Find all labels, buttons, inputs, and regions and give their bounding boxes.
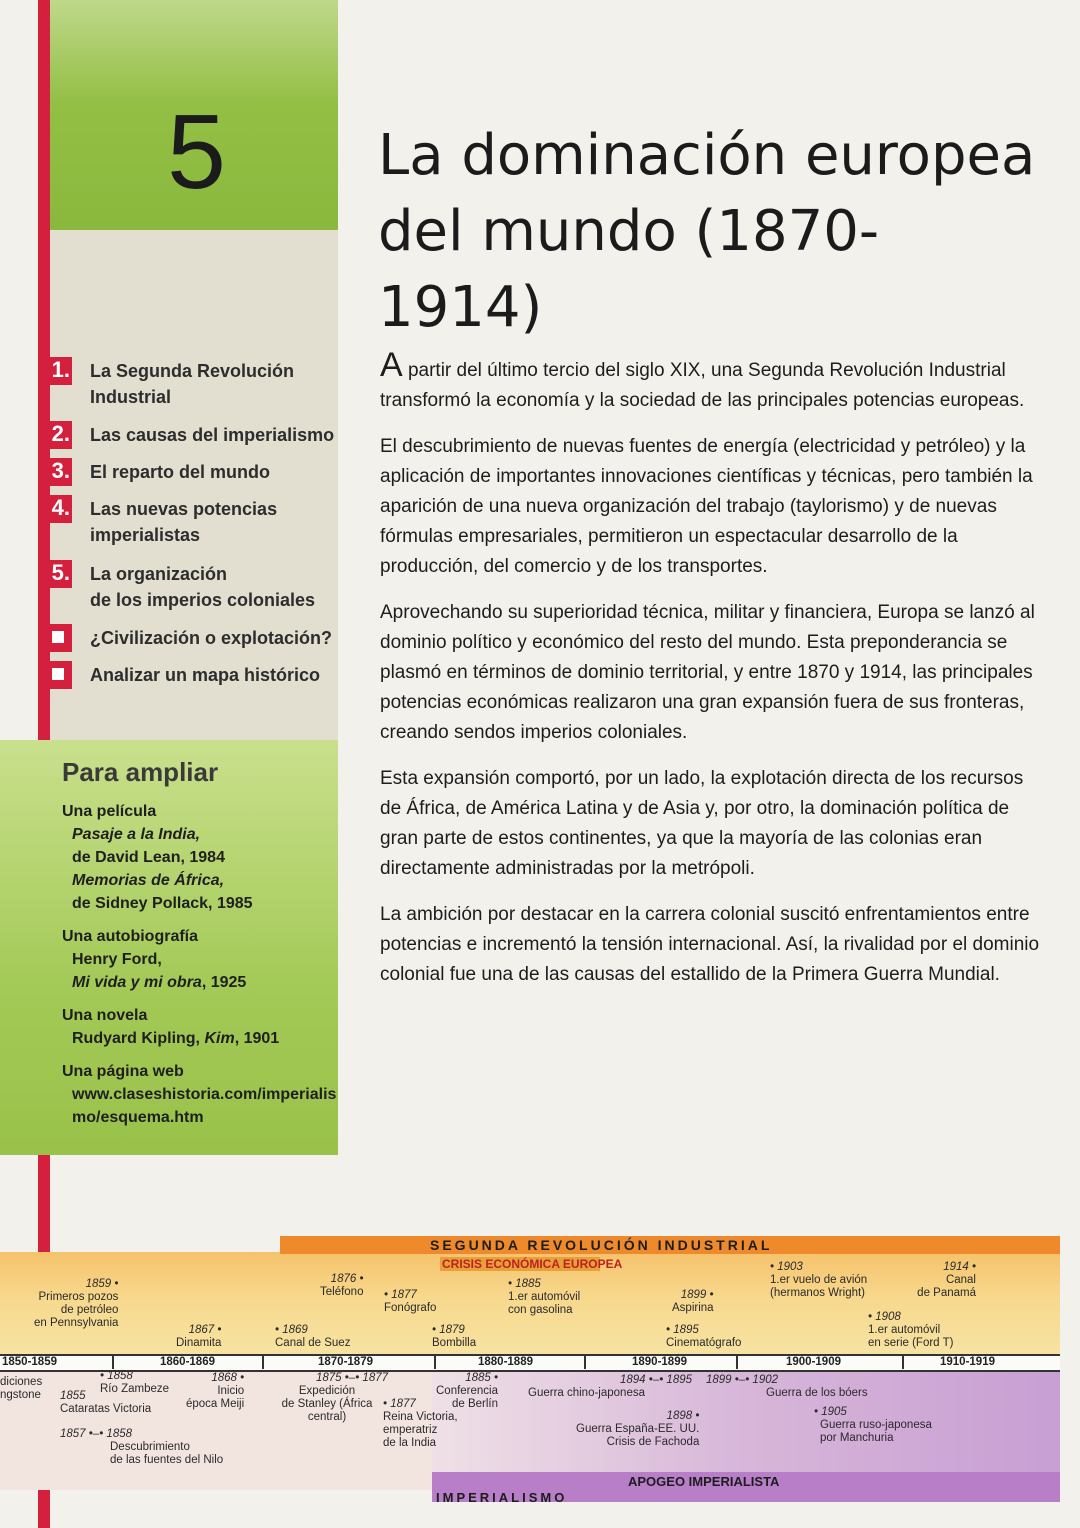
intro-text — [380, 346, 1040, 1006]
decade-label: 1890-1899 — [632, 1356, 687, 1368]
event-text: por Manchuria — [820, 1432, 894, 1444]
web-link-line-2: mo/esquema.htm — [72, 1109, 204, 1126]
web-heading: Una página web — [62, 1063, 184, 1080]
paragraph-1-text: partir del último tercio del siglo XIX, una Segunda Revolución Industrial transformó la economía y la sociedad de las principales potencias europeas. — [380, 360, 1025, 411]
event-year: • 1905 — [814, 1406, 847, 1418]
band-apogeo: APOGEO IMPERIALISTA — [628, 1474, 780, 1489]
event-text: Descubrimiento — [110, 1441, 190, 1453]
event-year: 1898 • — [666, 1410, 700, 1422]
event-year: • 1885 — [508, 1278, 541, 1290]
event-1868-meiji — [186, 1372, 244, 1411]
film-2-title: Memorias de África, — [72, 872, 225, 889]
autobiography-heading: Una autobiografía — [62, 928, 199, 945]
decade-label: 1860-1869 — [160, 1356, 215, 1368]
event-1905 — [814, 1406, 932, 1445]
event-text: emperatriz — [383, 1424, 438, 1436]
event-text: Teléfono — [320, 1286, 364, 1298]
event-text: Fonógrafo — [384, 1302, 437, 1314]
autobiography-author: Henry Ford, — [72, 951, 162, 968]
event-year: • 1903 — [770, 1261, 803, 1273]
event-text: de la India — [383, 1437, 437, 1449]
toc-number: 4. — [38, 495, 72, 523]
band-segunda-revolucion: SEGUNDA REVOLUCIÓN INDUSTRIAL — [430, 1237, 773, 1253]
toc-label-cont: imperialistas — [90, 525, 201, 545]
band-imperialismo: IMPERIALISMO — [436, 1490, 568, 1505]
event-year: • 1908 — [868, 1311, 901, 1323]
event-1879 — [432, 1324, 476, 1350]
event-1855 — [60, 1390, 151, 1416]
paragraph-2: El descubrimiento de nuevas fuentes de energía (electricidad y petróleo) y la aplicación de importantes innovaciones científicas y técnicas, pero también la aparición de una nueva organización del trabajo (taylorismo) y de nuevas fórmulas empresariales, permitieron un espectacular desarrollo de la producción, del comercio y de los transportes. — [380, 436, 1033, 577]
chapter-number-box — [50, 0, 338, 230]
novel-author: Rudyard Kipling, — [72, 1030, 205, 1047]
event-text: Primeros pozos — [38, 1291, 119, 1303]
event-1914 — [896, 1261, 976, 1300]
event-text: 1.er automóvil — [508, 1291, 581, 1303]
event-text: Reina Victoria, — [383, 1411, 458, 1423]
event-text: de Berlín — [451, 1398, 499, 1410]
autobiography-year: , 1925 — [201, 974, 247, 991]
event-text: Guerra chino-japonesa — [528, 1387, 645, 1399]
toc-label: Las nuevas potencias — [90, 499, 278, 519]
event-text: en Pennsylvania — [34, 1317, 119, 1329]
toc-number: 5. — [38, 560, 72, 588]
web-link[interactable] — [62, 1083, 337, 1129]
event-text: Crisis de Fachoda — [606, 1436, 700, 1448]
event-1894-chino-japonesa — [528, 1374, 692, 1400]
event-1908 — [868, 1311, 953, 1350]
autobiography-title — [62, 971, 332, 994]
decade-label: 1870-1879 — [318, 1356, 373, 1368]
event-text: con gasolina — [508, 1304, 573, 1316]
event-year: • 1877 — [383, 1398, 416, 1410]
event-text: de petróleo — [60, 1304, 119, 1316]
event-text: Canal de Suez — [275, 1337, 351, 1349]
event-year: 1857 •–• 1858 — [60, 1428, 133, 1440]
decade-tick — [902, 1355, 904, 1369]
event-text: de Stanley (África — [281, 1398, 373, 1410]
event-text: Bombilla — [432, 1337, 477, 1349]
event-1895 — [666, 1324, 741, 1350]
event-livingstone — [0, 1376, 42, 1402]
event-1869 — [275, 1324, 350, 1350]
event-text: en serie (Ford T) — [868, 1337, 954, 1349]
toc-number: 1. — [38, 357, 72, 385]
event-1899 — [672, 1289, 714, 1315]
film-1-title: Pasaje a la India, — [72, 826, 201, 843]
event-text: diciones — [0, 1376, 43, 1388]
event-year: 1867 • — [188, 1324, 222, 1336]
toc-label: ¿Civilización o explotación? — [90, 628, 333, 648]
event-year: • 1858 — [100, 1370, 133, 1382]
para-ampliar-title: Para ampliar — [62, 757, 219, 787]
decade-label: 1850-1859 — [2, 1356, 57, 1368]
event-text: ngstone — [0, 1389, 41, 1401]
paragraph-4: Esta expansión comportó, por un lado, la explotación directa de los recursos de África, de América Latina y de Asia y, por otro, la dominación política de gran parte de estos continentes, ya que la mayoría de las colonias eran directamente administradas por la metrópoli. — [380, 768, 1024, 879]
event-text: Canal — [945, 1274, 976, 1286]
chapter-title — [378, 118, 1038, 346]
event-1859 — [34, 1278, 118, 1330]
toc-number: 2. — [38, 421, 72, 449]
novel-heading: Una novela — [62, 1007, 148, 1024]
event-text: (hermanos Wright) — [770, 1287, 866, 1299]
event-text: 1.er automóvil — [868, 1324, 941, 1336]
toc-label: El reparto del mundo — [90, 462, 271, 482]
event-year: 1885 • — [465, 1372, 499, 1384]
event-1885 — [508, 1278, 580, 1317]
event-text: época Meiji — [186, 1398, 245, 1410]
toc-label: Analizar un mapa histórico — [90, 665, 321, 685]
event-text: Río Zambeze — [100, 1383, 170, 1395]
event-year: 1914 • — [943, 1261, 976, 1273]
drop-cap: A — [380, 346, 403, 384]
event-1876 — [320, 1273, 363, 1299]
novel-entry — [62, 1027, 332, 1050]
event-1867 — [176, 1324, 221, 1350]
film-2-author: de Sidney Pollack, 1985 — [72, 895, 253, 912]
chapter-number: 5 — [167, 93, 226, 211]
event-year: 1859 • — [85, 1278, 119, 1290]
paragraph-1 — [380, 346, 1040, 416]
film-1-author: de David Lean, 1984 — [72, 849, 225, 866]
paragraph-5: La ambición por destacar en la carrera colonial suscitó enfrentamientos entre potencias e incrementó la tensión internacional. Así, la rivalidad por el dominio colonial fue una de las causas del estallido de la Primera Guerra Mundial. — [380, 904, 1040, 985]
decade-tick — [584, 1355, 586, 1369]
event-year: 1868 • — [211, 1372, 245, 1384]
toc-number: 3. — [38, 458, 72, 486]
event-text: Cinematógrafo — [666, 1337, 742, 1349]
toc-label: La Segunda Revolución — [90, 361, 295, 381]
event-year: 1876 • — [330, 1273, 364, 1285]
event-1857-nilo — [60, 1428, 223, 1467]
event-year: • 1879 — [432, 1324, 465, 1336]
event-text: Guerra de los bóers — [766, 1387, 868, 1399]
decade-label: 1900-1909 — [786, 1356, 841, 1368]
event-text: Conferencia — [436, 1385, 499, 1397]
para-ampliar-list — [62, 800, 337, 1129]
event-text: Aspirina — [672, 1302, 714, 1314]
autobiography-title-text: Mi vida y mi obra — [72, 974, 202, 991]
event-text: Dinamita — [176, 1337, 222, 1349]
decade-tick — [112, 1355, 114, 1369]
decade-tick — [262, 1355, 264, 1369]
decade-label: 1880-1889 — [478, 1356, 533, 1368]
novel-year: , 1901 — [234, 1030, 280, 1047]
toc-bullet — [38, 661, 72, 689]
event-1898 — [576, 1410, 699, 1449]
event-1877 — [384, 1289, 436, 1315]
event-text: Guerra España-EE. UU. — [576, 1423, 700, 1435]
event-year: 1899 • — [680, 1289, 714, 1301]
event-1899-boers — [706, 1374, 868, 1400]
event-year: 1894 •–• 1895 — [620, 1374, 693, 1386]
event-text: 1.er vuelo de avión — [770, 1274, 868, 1286]
toc-label: Las causas del imperialismo — [90, 425, 335, 445]
event-1875-stanley — [266, 1372, 388, 1424]
toc-bullet — [38, 624, 72, 652]
event-text: Inicio — [217, 1385, 245, 1397]
event-text: Guerra ruso-japonesa — [820, 1419, 932, 1431]
decade-tick — [434, 1355, 436, 1369]
decade-tick — [736, 1355, 738, 1369]
event-year: 1875 •–• 1877 — [316, 1372, 389, 1384]
band-crisis: CRISIS ECONÓMICA EUROPEA — [442, 1257, 623, 1271]
toc-label-cont: de los imperios coloniales — [90, 590, 316, 610]
event-year: 1855 — [60, 1390, 86, 1402]
event-text: de Panamá — [917, 1287, 976, 1299]
event-year: • 1877 — [384, 1289, 417, 1301]
paragraph-3: Aprovechando su superioridad técnica, militar y financiera, Europa se lanzó al dominio político y económico del resto del mundo. Esta preponderancia se plasmó en términos de dominio territorial, y entre 1870 y 1914, las principales potencias económicas realizaron una gran expansión fuera de sus fronteras, creando sendos imperios coloniales. — [380, 602, 1035, 743]
event-text: Cataratas Victoria — [60, 1403, 152, 1415]
event-text: Expedición — [298, 1385, 356, 1397]
film-heading: Una película — [62, 803, 157, 820]
toc-label-cont: Industrial — [90, 387, 172, 407]
event-year: • 1869 — [275, 1324, 308, 1336]
chapter-title-line-1: La dominación europea — [378, 123, 1036, 188]
chapter-title-line-2: del mundo (1870-1914) — [378, 199, 880, 340]
event-text: de las fuentes del Nilo — [110, 1454, 224, 1466]
web-link-line-1: www.claseshistoria.com/imperialis — [72, 1086, 337, 1103]
square-bullet-icon — [52, 631, 64, 643]
square-bullet-icon — [52, 668, 64, 680]
toc-label: La organización — [90, 564, 228, 584]
decade-label: 1910-1919 — [940, 1356, 995, 1368]
event-year: • 1895 — [666, 1324, 699, 1336]
novel-title: Kim — [204, 1030, 235, 1047]
event-1903 — [770, 1261, 867, 1300]
event-year: 1899 •–• 1902 — [706, 1374, 779, 1386]
event-text: central) — [307, 1411, 347, 1423]
event-1885-berlin — [436, 1372, 498, 1411]
